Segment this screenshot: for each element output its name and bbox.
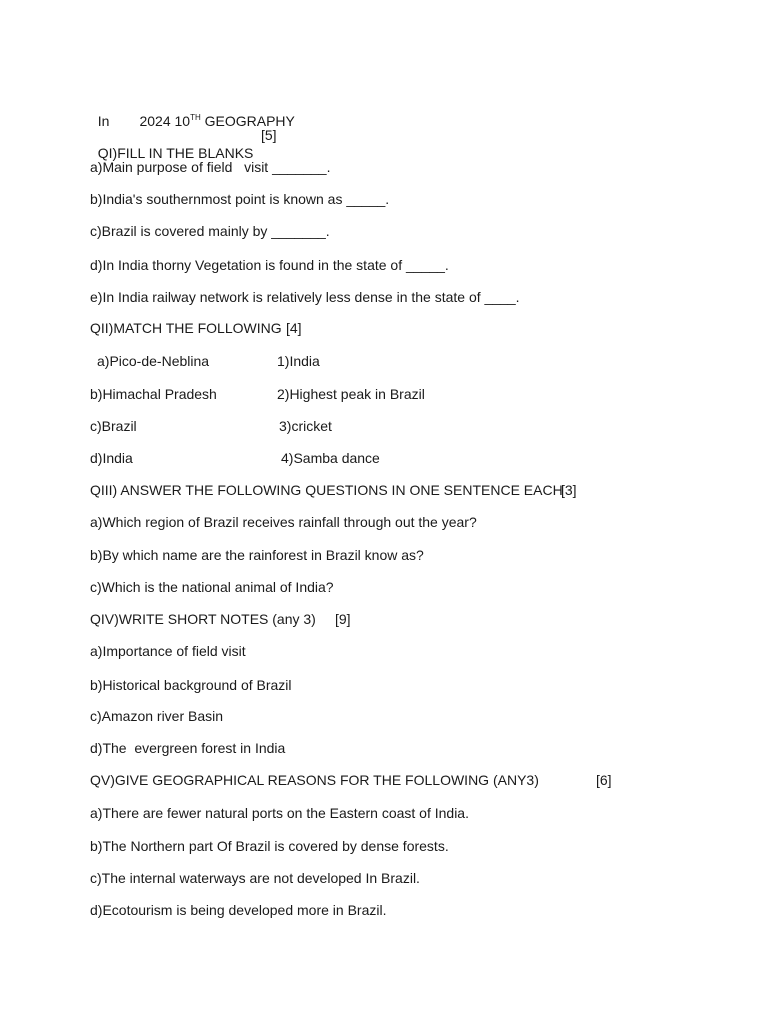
q1-title: QI)FILL IN THE BLANKS: [97, 145, 254, 161]
q4-item-b: b)Historical background of Brazil: [90, 677, 292, 693]
q3-marks: [3]: [561, 482, 577, 498]
q1-item-d: d)In India thorny Vegetation is found in the state of _____.: [90, 257, 449, 273]
q2-left-c: c)Brazil: [90, 418, 137, 434]
q5-item-d: d)Ecotourism is being developed more in Brazil.: [90, 902, 387, 918]
header-superscript: TH: [190, 113, 201, 122]
q4-item-a: a)Importance of field visit: [90, 643, 246, 659]
q1-item-e: e)In India railway network is relatively less dense in the state of ____.: [90, 289, 520, 305]
q5-title: QV)GIVE GEOGRAPHICAL REASONS FOR THE FOLLOWING (ANY3): [90, 772, 539, 788]
q2-left-a: a)Pico-de-Neblina: [97, 353, 210, 369]
q5-marks: [6]: [596, 772, 612, 788]
q5-item-b: b)The Northern part Of Brazil is covered by dense forests.: [90, 838, 449, 854]
header-subject: GEOGRAPHY: [204, 113, 295, 129]
q2-marks: [4]: [286, 320, 302, 336]
q4-item-d: d)The evergreen forest in India: [90, 740, 286, 756]
q2-left-b: b)Himachal Pradesh: [90, 386, 217, 402]
header-year-grade: 2024 10: [139, 113, 191, 129]
q3-title: QIII) ANSWER THE FOLLOWING QUESTIONS IN ONE SENTENCE EACH: [90, 482, 563, 498]
q1-item-b: b)India's southernmost point is known as _____.: [90, 191, 390, 207]
q5-item-c: c)The internal waterways are not developed In Brazil.: [90, 870, 420, 886]
q5-item-a: a)There are fewer natural ports on the Eastern coast of India.: [90, 805, 469, 821]
q4-marks: [9]: [335, 611, 351, 627]
q1-item-c: c)Brazil is covered mainly by _______.: [90, 223, 330, 239]
q2-title: QII)MATCH THE FOLLOWING: [90, 320, 282, 336]
q1-marks: [5]: [261, 127, 277, 143]
q4-title: QIV)WRITE SHORT NOTES (any 3): [90, 611, 316, 627]
q3-item-c: c)Which is the national animal of India?: [90, 579, 334, 595]
q1-heading: [90, 126, 253, 162]
q2-right-2: 2)Highest peak in Brazil: [277, 386, 425, 402]
q3-item-b: b)By which name are the rainforest in Brazil know as?: [90, 547, 424, 563]
q4-item-c: c)Amazon river Basin: [90, 708, 224, 724]
header-prefix: In: [97, 113, 110, 129]
q3-item-a: a)Which region of Brazil receives rainfall through out the year?: [90, 514, 477, 530]
q2-right-3: 3)cricket: [279, 418, 332, 434]
q2-right-1: 1)India: [277, 353, 320, 369]
exam-header: [90, 94, 295, 130]
q2-right-4: 4)Samba dance: [281, 450, 380, 466]
q2-left-d: d)India: [90, 450, 133, 466]
q1-item-a: a)Main purpose of field visit _______.: [90, 159, 331, 175]
